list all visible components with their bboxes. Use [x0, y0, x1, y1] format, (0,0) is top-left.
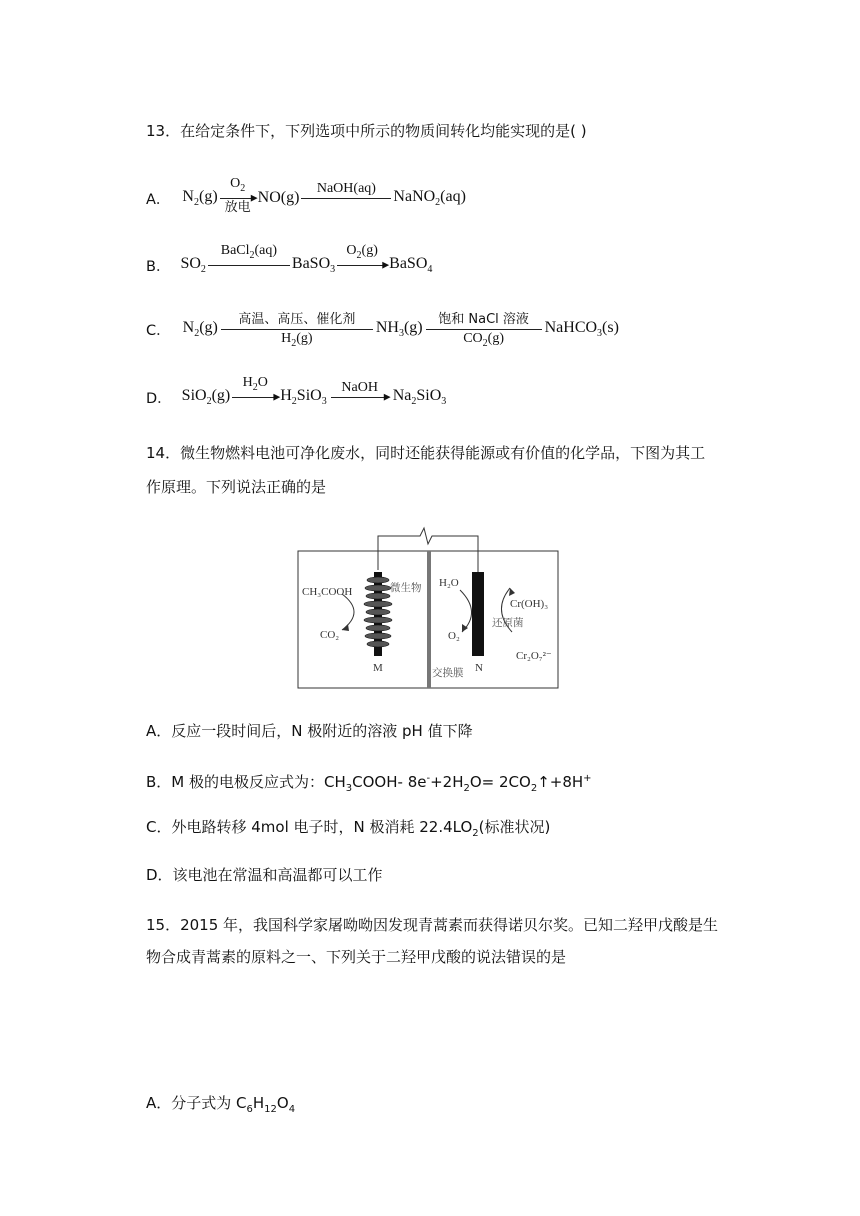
formula: $SO_2$ — [180, 255, 206, 275]
label-croh3: Cr(OH)₃ — [510, 598, 549, 610]
reaction-arrow: $O_2(g)$ ▶ — [337, 251, 387, 279]
formula: BaSO$_4$ — [389, 255, 433, 275]
formula: $NH_3(g)$ — [375, 319, 423, 339]
reaction-arrow: 饱和 NaCl 溶液 $CO_2(g)$ — [426, 314, 542, 344]
label-m: M — [373, 662, 383, 674]
q14-option-c: C．外电路转移 4mol 电子时，N 极消耗 $22.4LO_2$(标准状况) — [146, 818, 551, 839]
reaction-arrow: NaOH(aq) — [301, 184, 391, 212]
q14-stem-line2: 作原理。下列说法正确的是 — [146, 478, 327, 496]
formula: NO(g) — [257, 189, 300, 206]
formula: SiO$_2$(g) — [181, 387, 231, 407]
q13-stem: 13．在给定条件下，下列选项中所示的物质间转化均能实现的是( ) — [146, 122, 587, 140]
microbe-discs — [364, 577, 392, 647]
q13-option-b — [146, 243, 433, 279]
reaction-arrow: BaCl$_2$(aq) — [208, 251, 290, 279]
label-membrane: 交换膜 — [432, 667, 464, 679]
q15-stem-line2: 物合成青蒿素的原料之一、下列关于二羟甲戊酸的说法错误的是 — [146, 948, 567, 966]
reaction-arrow: $O_2$ ▶ 放电 — [220, 184, 256, 212]
electrode-n — [472, 572, 484, 656]
formula: $N_2(g)$ — [182, 188, 218, 208]
q15-stem-line1: 15．2015 年，我国科学家屠呦呦因发现青蒿素而获得诺贝尔奖。已知二羟甲戊酸是生 — [146, 916, 719, 934]
q13-option-d — [146, 375, 447, 411]
q13-option-c — [146, 312, 619, 349]
reaction-arrow: $H_2O$ ▶ — [232, 383, 278, 411]
q14-option-b: B．M 极的电极反应式为：$CH_3COOH-$ $8e^-+2H_2O=$ $2CO_2↑+8H^+$ — [146, 773, 592, 794]
option-letter: D． — [146, 390, 172, 407]
option-letter: B． — [146, 258, 171, 275]
label-ch3cooh: CH₃COOH — [302, 586, 353, 598]
label-cr2o7: Cr₂O₇²⁻ — [516, 650, 552, 662]
label-n: N — [475, 662, 483, 674]
label-microbe: 微生物 — [390, 582, 422, 594]
q13-option-a — [146, 176, 466, 215]
label-co2: CO₂ — [320, 629, 340, 641]
formula: NaHCO$_3$(s) — [544, 319, 619, 339]
q15-option-a: A．分子式为 $C_6H_{12}O_4$ — [146, 1094, 296, 1115]
option-letter: C． — [146, 322, 171, 339]
fuel-cell-diagram — [296, 526, 560, 690]
formula: $N_2(g)$ — [182, 319, 218, 339]
label-h2o: H₂O — [439, 577, 459, 589]
formula: BaSO$_3$ — [291, 255, 336, 275]
formula: $H_2SiO_3$ — [280, 387, 327, 407]
reaction-arrow: NaOH ▶ — [331, 383, 389, 411]
option-letter: A． — [146, 191, 171, 208]
q14-option-d: D．该电池在常温和高温都可以工作 — [146, 866, 383, 884]
reaction-arrow: 高温、高压、催化剂 $H_2(g)$ — [221, 314, 373, 344]
q14-option-a: A．反应一段时间后，N 极附近的溶液 pH 值下降 — [146, 722, 473, 740]
formula: NaNO$_2$(aq) — [393, 188, 466, 208]
q14-stem-line1: 14．微生物燃料电池可净化废水，同时还能获得能源或有价值的化学品，下图为其工 — [146, 444, 706, 462]
formula: $Na_2SiO_3$ — [392, 387, 447, 407]
arrow-right-top — [460, 590, 472, 632]
label-o2: O₂ — [448, 630, 460, 642]
exchange-membrane — [427, 551, 431, 688]
label-reducer: 还原菌 — [492, 617, 524, 629]
